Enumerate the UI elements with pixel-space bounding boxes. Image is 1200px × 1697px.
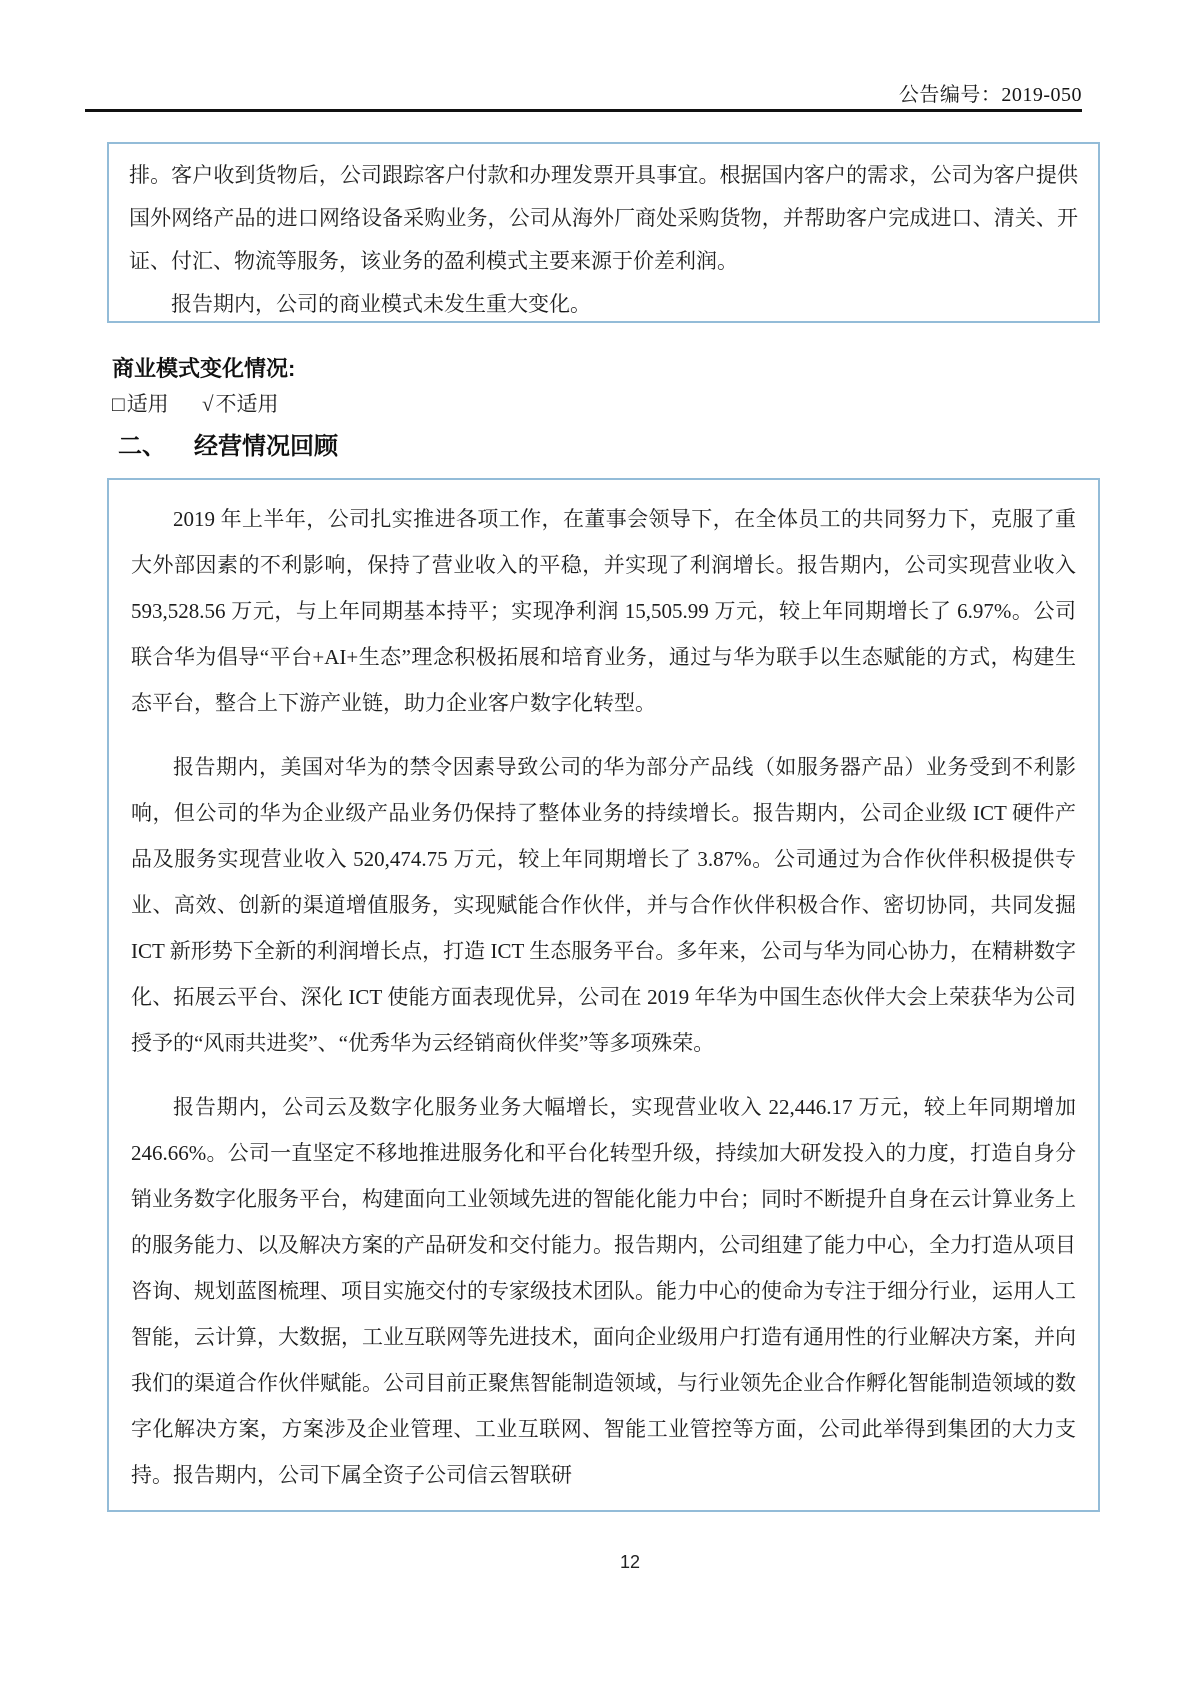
checkbox-unchecked-icon: □ xyxy=(112,392,125,416)
continuation-paragraph: 排。客户收到货物后，公司跟踪客户付款和办理发票开具事宜。根据国内客户的需求，公司为客户提供国外网络产品的进口网络设备采购业务，公司从海外厂商处采购货物，并帮助客户完成进口、清关、开证、付汇、物流等服务，该业务的盈利模式主要来源于价差利润。 xyxy=(129,163,1078,273)
business-model-change-heading: 商业模式变化情况: xyxy=(112,356,296,381)
review-paragraph-overview: 2019 年上半年，公司扎实推进各项工作，在董事会领导下，在全体员工的共同努力下，克服了重大外部因素的不利影响，保持了营业收入的平稳，并实现了利润增长。报告期内，公司实现营业收入 593,528.56 万元，与上年同期基本持平；实现净利润 15,505.99 万元，较上年同期增长了 6.97%。公司联合华为倡导“平台+AI+生态”理念积极拓展和培育业务，通过与华为联手以生态赋能的方式，构建生态平台，整合上下游产业链，助力企业客户数字化转型。 xyxy=(131,507,1076,715)
option-not-applicable-label: 不适用 xyxy=(215,392,279,416)
review-paragraph-huawei-business: 报告期内，美国对华为的禁令因素导致公司的华为部分产品线（如服务器产品）业务受到不利影响，但公司的华为企业级产品业务仍保持了整体业务的持续增长。报告期内，公司企业级 ICT 硬件产品及服务实现营业收入 520,474.75 万元，较上年同期增长了 3.87%。公司通过为合作伙伴积极提供专业、高效、创新的渠道增值服务，实现赋能合作伙伴，并与合作伙伴积极合作、密切协同，共同发掘 ICT 新形势下全新的利润增长点，打造 ICT 生态服务平台。多年来，公司与华为同心协力，在精耕数字化、拓展云平台、深化 ICT 使能方面表现优异，公司在 2019 年华为中国生态伙伴大会上荣获华为公司授予的“风雨共进奖”、“优秀华为云经销商伙伴奖”等多项殊荣。 xyxy=(131,755,1076,1055)
applicability-options xyxy=(112,388,306,418)
operating-review-box xyxy=(107,478,1100,1512)
no-major-change-statement: 报告期内，公司的商业模式未发生重大变化。 xyxy=(171,292,591,316)
checkmark-icon: √ xyxy=(201,392,214,416)
option-applicable-label: 适用 xyxy=(126,392,169,416)
page-number: 12 xyxy=(619,1552,641,1572)
business-model-continuation-box xyxy=(107,142,1100,323)
option-not-applicable xyxy=(202,392,279,416)
option-applicable xyxy=(112,392,174,416)
section-heading xyxy=(118,426,338,461)
review-paragraph-cloud-services: 报告期内，公司云及数字化服务业务大幅增长，实现营业收入 22,446.17 万元，较上年同期增加 246.66%。公司一直坚定不移地推进服务化和平台化转型升级，持续加大研发投入的力度，打造自身分销业务数字化服务平台，构建面向工业领域先进的智能化能力中台；同时不断提升自身在云计算业务上的服务能力、以及解决方案的产品研发和交付能力。报告期内，公司组建了能力中心，全力打造从项目咨询、规划蓝图梳理、项目实施交付的专家级技术团队。能力中心的使命为专注于细分行业，运用人工智能，云计算，大数据，工业互联网等先进技术，面向企业级用户打造有通用性的行业解决方案，并向我们的渠道合作伙伴赋能。公司目前正聚焦智能制造领域，与行业领先企业合作孵化智能制造领域的数字化解决方案，方案涉及企业管理、工业互联网、智能工业管控等方面，公司此举得到集团的大力支持。报告期内，公司下属全资子公司信云智联研 xyxy=(131,1095,1076,1487)
announcement-number: 公告编号：2019-050 xyxy=(898,84,1082,106)
section-number: 二、 xyxy=(118,433,166,460)
section-title: 经营情况回顾 xyxy=(194,433,338,460)
header-divider xyxy=(85,109,1082,112)
